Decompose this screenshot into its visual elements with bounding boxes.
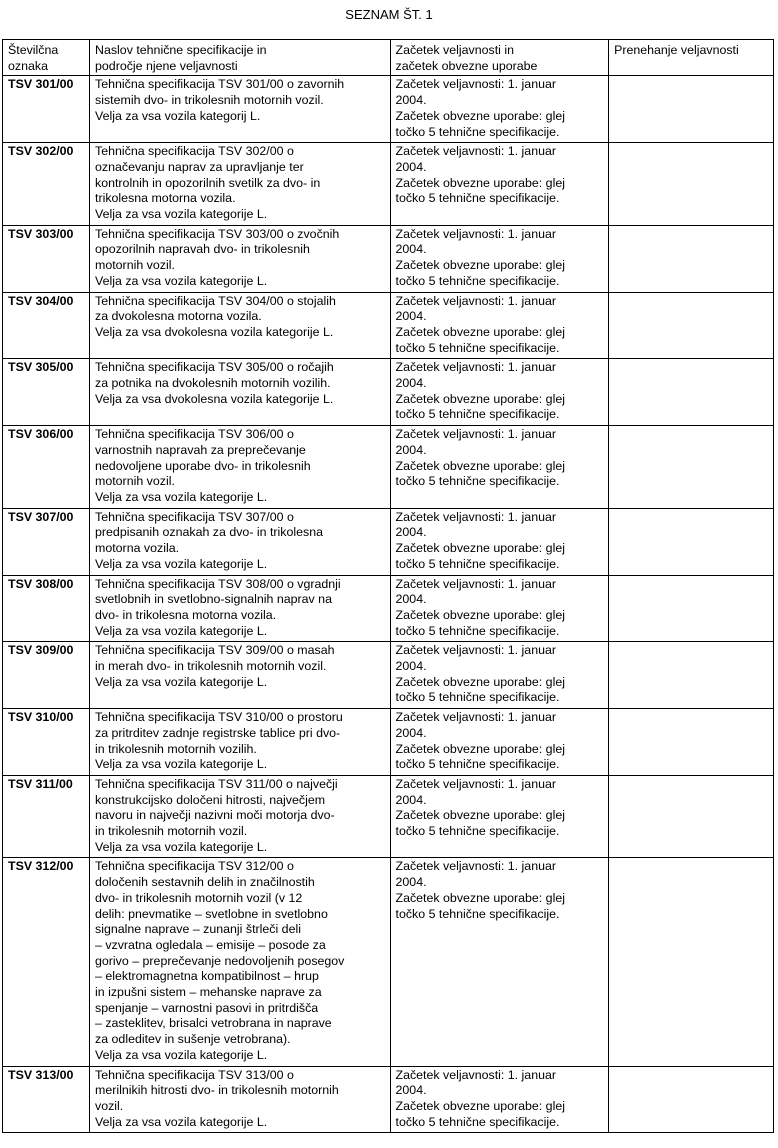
spec-title-line: nedovoljene uporabe dvo- in trikolesnih: [95, 458, 311, 473]
spec-title-line: trikolesna motorna vozila.: [95, 191, 236, 206]
validity-dates-line: točko 5 tehnične specifikacije.: [395, 623, 560, 638]
spec-title-cell: [90, 508, 391, 575]
validity-dates-line: točko 5 tehnične specifikacije.: [395, 906, 560, 921]
validity-dates-line: točko 5 tehnične specifikacije.: [395, 273, 560, 288]
header-expiry: [609, 40, 774, 76]
expiry-cell: [609, 709, 774, 776]
table-row: [3, 143, 774, 226]
spec-title-line: za dvokolesna motorna vozila.: [95, 309, 262, 324]
spec-title-line: Velja za vsa vozila kategorije L.: [95, 489, 268, 504]
spec-title-line: merilnikih hitrosti dvo- in trikolesnih motornih: [95, 1083, 339, 1098]
validity-dates-line: 2004.: [395, 376, 427, 391]
table-body: [3, 76, 774, 1133]
validity-dates-line: Začetek veljavnosti: 1. januar: [395, 859, 556, 874]
validity-dates-cell: [390, 709, 609, 776]
validity-dates-line: 2004.: [395, 592, 427, 607]
expiry-cell: [609, 359, 774, 426]
validity-dates-line: Začetek obvezne uporabe: glej: [395, 324, 565, 339]
page-title: SEZNAM ŠT. 1: [345, 7, 433, 22]
header-code-line: oznaka: [8, 58, 48, 73]
spec-code: TSV 302/00: [3, 143, 90, 226]
validity-dates-line: 2004.: [395, 1083, 427, 1098]
validity-dates-line: točko 5 tehnične specifikacije.: [395, 124, 560, 139]
spec-title-line: gorivo – preprečevanje nedovoljenih posegov: [95, 953, 345, 968]
spec-table: [2, 39, 774, 1133]
validity-dates-line: Začetek veljavnosti: 1. januar: [395, 226, 556, 241]
validity-dates-cell: [390, 143, 609, 226]
spec-title-line: Tehnična specifikacija TSV 313/00 o: [95, 1067, 294, 1082]
validity-dates-cell: [390, 775, 609, 858]
table-row: [3, 709, 774, 776]
validity-dates-line: Začetek veljavnosti: 1. januar: [395, 710, 556, 725]
validity-dates-line: Začetek obvezne uporabe: glej: [395, 175, 565, 190]
spec-title-cell: [90, 143, 391, 226]
validity-dates-cell: [390, 292, 609, 359]
spec-title-cell: [90, 1066, 391, 1133]
validity-dates-line: točko 5 tehnične specifikacije.: [395, 191, 560, 206]
validity-dates-line: Začetek obvezne uporabe: glej: [395, 808, 565, 823]
table-row: [3, 1066, 774, 1133]
spec-title-line: označevanju naprav za upravljanje ter: [95, 159, 304, 174]
spec-title-line: motornih vozil.: [95, 474, 175, 489]
validity-dates-line: 2004.: [395, 725, 427, 740]
spec-title-line: vozil.: [95, 1099, 124, 1113]
validity-dates-cell: [390, 426, 609, 509]
spec-code: TSV 308/00: [3, 575, 90, 642]
spec-title-line: Velja za vsa vozila kategorije L.: [95, 207, 268, 222]
spec-title-line: navoru in največji nazivni moči motorja dvo-: [95, 808, 335, 823]
spec-title-line: Velja za vsa dvokolesna vozila kategorije L.: [95, 324, 334, 339]
validity-dates-line: Začetek veljavnosti: 1. januar: [395, 293, 556, 308]
validity-dates-cell: [390, 508, 609, 575]
validity-dates-line: Začetek obvezne uporabe: glej: [395, 674, 565, 689]
spec-title-line: in merah dvo- in trikolesnih motornih vozil.: [95, 659, 327, 674]
table-header-row: [3, 40, 774, 76]
spec-title-cell: [90, 225, 391, 292]
validity-dates-cell: [390, 359, 609, 426]
expiry-cell: [609, 225, 774, 292]
spec-title-line: Velja za vsa vozila kategorij L.: [95, 108, 261, 123]
validity-dates-line: 2004.: [395, 442, 427, 457]
spec-title-line: in izpušni sistem – mehanske naprave za: [95, 985, 322, 1000]
spec-title-cell: [90, 775, 391, 858]
validity-dates-line: Začetek veljavnosti: 1. januar: [395, 360, 556, 375]
expiry-cell: [609, 575, 774, 642]
header-title-line: področje njene veljavnosti: [95, 58, 238, 73]
validity-dates-cell: [390, 1066, 609, 1133]
validity-dates-line: Začetek obvezne uporabe: glej: [395, 258, 565, 273]
validity-dates-line: Začetek veljavnosti: 1. januar: [395, 776, 556, 791]
spec-code: TSV 305/00: [3, 359, 90, 426]
validity-dates-line: točko 5 tehnične specifikacije.: [395, 556, 560, 571]
spec-title-cell: [90, 575, 391, 642]
table-row: [3, 76, 774, 143]
header-dates-line: Začetek veljavnosti in: [395, 43, 514, 57]
spec-title-line: za potnika na dvokolesnih motornih vozilih.: [95, 376, 331, 391]
expiry-cell: [609, 426, 774, 509]
validity-dates-cell: [390, 858, 609, 1066]
spec-title-line: Velja za vsa vozila kategorije L.: [95, 674, 268, 689]
table-row: [3, 359, 774, 426]
spec-title-line: spenjanje – varnostni pasovi in pritrdišča: [95, 1000, 319, 1015]
spec-code: TSV 313/00: [3, 1066, 90, 1133]
spec-title-line: motornih vozil.: [95, 258, 175, 273]
validity-dates-line: točko 5 tehnične specifikacije.: [395, 340, 560, 355]
validity-dates-line: Začetek obvezne uporabe: glej: [395, 741, 565, 756]
header-title-line: Naslov tehnične specifikacije in: [95, 43, 267, 57]
validity-dates-line: Začetek veljavnosti: 1. januar: [395, 1067, 556, 1082]
spec-title-line: Tehnična specifikacija TSV 306/00 o: [95, 427, 294, 442]
table-row: [3, 426, 774, 509]
spec-title-line: Tehnična specifikacija TSV 311/00 o največji: [95, 776, 338, 791]
validity-dates-line: 2004.: [395, 875, 427, 890]
spec-title-line: konstrukcijsko določeni hitrosti, največjem: [95, 792, 326, 807]
header-title: [90, 40, 391, 76]
spec-title-cell: [90, 426, 391, 509]
spec-title-line: določenih sestavnih delih in značilnostih: [95, 875, 315, 890]
spec-code: TSV 312/00: [3, 858, 90, 1066]
validity-dates-line: 2004.: [395, 659, 427, 674]
validity-dates-line: 2004.: [395, 525, 427, 540]
expiry-cell: [609, 143, 774, 226]
expiry-cell: [609, 292, 774, 359]
table-row: [3, 642, 774, 709]
validity-dates-line: Začetek veljavnosti: 1. januar: [395, 509, 556, 524]
validity-dates-line: Začetek veljavnosti: 1. januar: [395, 427, 556, 442]
spec-title-line: – vzvratna ogledala – emisije – posode za: [95, 937, 326, 952]
spec-title-cell: [90, 642, 391, 709]
validity-dates-line: točko 5 tehnične specifikacije.: [395, 407, 560, 422]
spec-title-line: sistemih dvo- in trikolesnih motornih vozil.: [95, 93, 324, 108]
spec-title-line: Tehnična specifikacija TSV 303/00 o zvočnih: [95, 226, 340, 241]
spec-title-line: Velja za vsa vozila kategorije L.: [95, 556, 268, 571]
spec-title-cell: [90, 292, 391, 359]
spec-title-line: Tehnična specifikacija TSV 312/00 o: [95, 859, 294, 874]
spec-title-line: Velja za vsa vozila kategorije L.: [95, 1047, 268, 1062]
spec-title-cell: [90, 359, 391, 426]
validity-dates-line: Začetek obvezne uporabe: glej: [395, 541, 565, 556]
spec-title-line: svetlobnih in svetlobno-signalnih naprav na: [95, 592, 332, 607]
spec-title-line: varnostnih napravah za preprečevanje: [95, 442, 306, 457]
spec-title-line: Velja za vsa dvokolesna vozila kategorije L.: [95, 391, 334, 406]
spec-title-line: Velja za vsa vozila kategorije L.: [95, 273, 268, 288]
validity-dates-line: Začetek obvezne uporabe: glej: [395, 890, 565, 905]
validity-dates-line: Začetek obvezne uporabe: glej: [395, 458, 565, 473]
spec-title-line: Tehnična specifikacija TSV 301/00 o zavornih: [95, 77, 345, 92]
spec-title-line: Velja za vsa vozila kategorije L.: [95, 839, 268, 854]
header-dates-line: začetek obvezne uporabe: [395, 58, 538, 73]
spec-title-line: dvo- in trikolesna motorna vozila.: [95, 607, 277, 622]
spec-code: TSV 307/00: [3, 508, 90, 575]
validity-dates-line: Začetek obvezne uporabe: glej: [395, 1099, 565, 1113]
validity-dates-cell: [390, 575, 609, 642]
validity-dates-line: 2004.: [395, 309, 427, 324]
validity-dates-line: Začetek veljavnosti: 1. januar: [395, 77, 556, 92]
validity-dates-line: točko 5 tehnične specifikacije.: [395, 690, 560, 705]
spec-title-line: za odleditev in sušenje vetrobrana).: [95, 1032, 291, 1047]
spec-title-line: – zasteklitev, brisalci vetrobrana in naprave: [95, 1016, 332, 1031]
spec-code: TSV 303/00: [3, 225, 90, 292]
spec-code: TSV 301/00: [3, 76, 90, 143]
validity-dates-line: Začetek obvezne uporabe: glej: [395, 607, 565, 622]
spec-code: TSV 310/00: [3, 709, 90, 776]
validity-dates-line: 2004.: [395, 242, 427, 257]
spec-title-line: – elektromagnetna kompatibilnost – hrup: [95, 969, 319, 984]
spec-title-line: opozorilnih napravah dvo- in trikolesnih: [95, 242, 310, 257]
header-code: [3, 40, 90, 76]
spec-code: TSV 309/00: [3, 642, 90, 709]
validity-dates-line: Začetek veljavnosti: 1. januar: [395, 576, 556, 591]
spec-title-line: Tehnična specifikacija TSV 305/00 o ročajih: [95, 360, 334, 375]
spec-title-line: dvo- in trikolesnih motornih vozil (v 12: [95, 890, 303, 905]
header-expiry-line: Prenehanje veljavnosti: [614, 43, 739, 57]
table-row: [3, 858, 774, 1066]
expiry-cell: [609, 858, 774, 1066]
spec-title-line: Tehnična specifikacija TSV 302/00 o: [95, 144, 294, 159]
validity-dates-line: Začetek obvezne uporabe: glej: [395, 108, 565, 123]
spec-title-line: Tehnična specifikacija TSV 310/00 o prostoru: [95, 710, 343, 725]
spec-title-line: signalne naprave – zunanji štrleči deli: [95, 922, 301, 937]
validity-dates-line: Začetek veljavnosti: 1. januar: [395, 144, 556, 159]
table-row: [3, 775, 774, 858]
table-row: [3, 575, 774, 642]
validity-dates-line: 2004.: [395, 792, 427, 807]
spec-code: TSV 311/00: [3, 775, 90, 858]
validity-dates-line: točko 5 tehnične specifikacije.: [395, 1114, 560, 1129]
expiry-cell: [609, 1066, 774, 1133]
validity-dates-cell: [390, 225, 609, 292]
validity-dates-line: Začetek veljavnosti: 1. januar: [395, 643, 556, 658]
header-code-line: Številčna: [8, 43, 59, 57]
spec-title-line: Tehnična specifikacija TSV 304/00 o stojalih: [95, 293, 336, 308]
expiry-cell: [609, 775, 774, 858]
header-dates: [390, 40, 609, 76]
validity-dates-line: Začetek obvezne uporabe: glej: [395, 391, 565, 406]
expiry-cell: [609, 508, 774, 575]
validity-dates-line: točko 5 tehnične specifikacije.: [395, 757, 560, 772]
spec-title-cell: [90, 858, 391, 1066]
validity-dates-line: 2004.: [395, 159, 427, 174]
spec-title-line: Tehnična specifikacija TSV 308/00 o vgradnji: [95, 576, 341, 591]
validity-dates-line: točko 5 tehnične specifikacije.: [395, 474, 560, 489]
table-row: [3, 508, 774, 575]
spec-title-line: Tehnična specifikacija TSV 309/00 o masah: [95, 643, 335, 658]
spec-title-line: Velja za vsa vozila kategorije L.: [95, 1114, 268, 1129]
spec-title-line: Velja za vsa vozila kategorije L.: [95, 757, 268, 772]
spec-title-line: motorna vozila.: [95, 541, 180, 556]
table-row: [3, 292, 774, 359]
expiry-cell: [609, 642, 774, 709]
validity-dates-cell: [390, 76, 609, 143]
spec-title-line: predpisanih oznakah za dvo- in trikolesna: [95, 525, 324, 540]
validity-dates-line: točko 5 tehnične specifikacije.: [395, 824, 560, 839]
spec-title-line: za pritrditev zadnje registrske tablice pri dvo-: [95, 725, 341, 740]
spec-title-line: delih: pnevmatike – svetlobne in svetlobno: [95, 906, 328, 921]
spec-title-line: Tehnična specifikacija TSV 307/00 o: [95, 509, 294, 524]
validity-dates-cell: [390, 642, 609, 709]
expiry-cell: [609, 76, 774, 143]
spec-title-cell: [90, 709, 391, 776]
validity-dates-line: 2004.: [395, 93, 427, 108]
table-row: [3, 225, 774, 292]
spec-title-line: in trikolesnih motornih vozil.: [95, 824, 248, 839]
spec-title-line: Velja za vsa vozila kategorije L.: [95, 623, 268, 638]
spec-title-cell: [90, 76, 391, 143]
spec-title-line: kontrolnih in opozorilnih svetilk za dvo- in: [95, 175, 321, 190]
spec-code: TSV 306/00: [3, 426, 90, 509]
spec-title-line: in trikolesnih motornih vozilih.: [95, 741, 257, 756]
spec-code: TSV 304/00: [3, 292, 90, 359]
